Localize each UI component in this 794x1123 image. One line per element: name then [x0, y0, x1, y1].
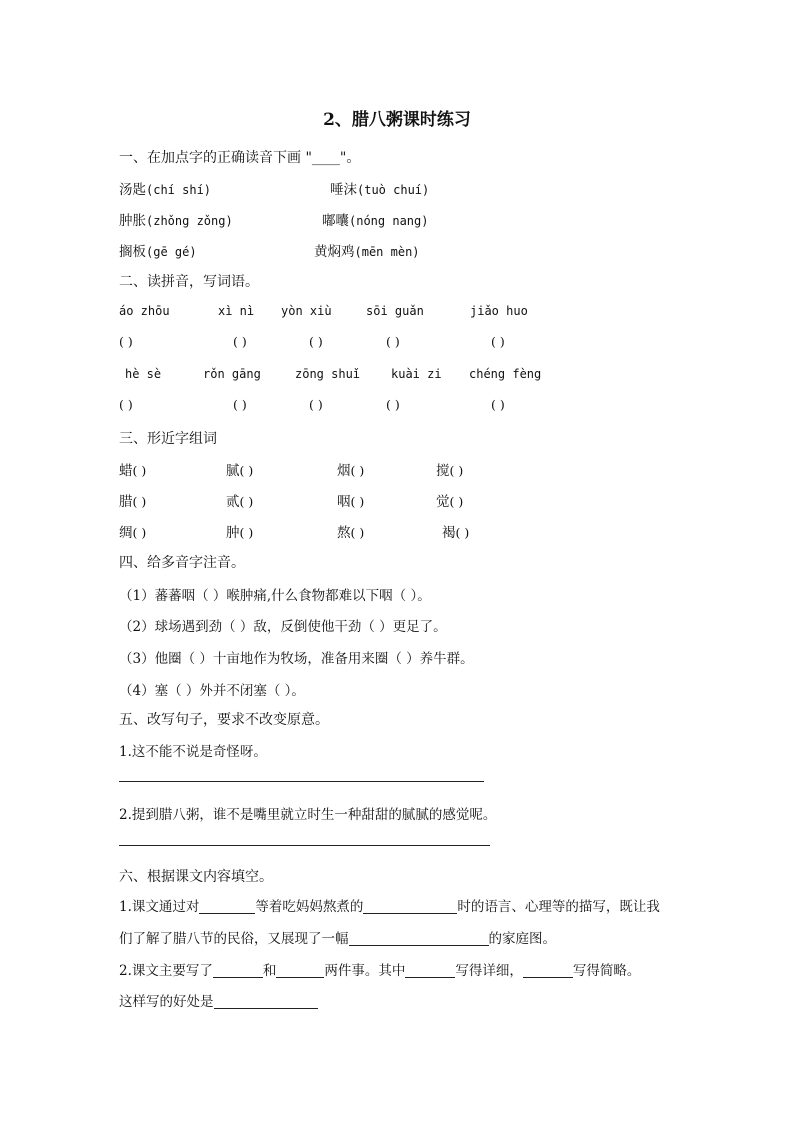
section-1-heading: 一、在加点字的正确读音下画 "____"。 — [119, 150, 361, 166]
s6-question-1-line-2: 们了解了腊八节的民俗，又展现了一幅 的家庭图。 — [119, 931, 556, 947]
s6-blank-5[interactable] — [276, 963, 324, 978]
s3-cell-1-4: 搅( ) — [436, 463, 464, 479]
s2-answer-6[interactable]: ( ) — [119, 397, 133, 412]
s3-cell-3-1: 绸( ) — [119, 525, 147, 541]
s3-cell-3-2: 肿( ) — [226, 525, 254, 541]
s1-item-6: 黄焖鸡(mēn mèn) — [314, 244, 420, 260]
s2-pinyin-1: áo zhōu — [119, 304, 170, 318]
s1-item-1: 汤匙(chí shí) — [119, 182, 212, 198]
s4-line-1: （1）蕃蕃咽（ ）喉肿痛,什么食物都难以下咽（ ）。 — [119, 588, 431, 604]
s6-blank-8[interactable] — [214, 994, 318, 1009]
s2-answer-7[interactable]: ( ) — [233, 397, 247, 412]
s2-answer-1[interactable]: ( ) — [119, 334, 133, 349]
s3-cell-1-2: 腻( ) — [226, 463, 254, 479]
page-title: 2、腊八粥课时练习 — [323, 110, 471, 130]
s2-answer-8[interactable]: ( ) — [309, 397, 323, 412]
s2-answer-2[interactable]: ( ) — [233, 334, 247, 349]
s2-pinyin-5: jiǎo huo — [470, 304, 528, 318]
s6-blank-6[interactable] — [405, 963, 455, 978]
s3-cell-2-4: 觉( ) — [436, 494, 464, 510]
s2-answer-4[interactable]: ( ) — [386, 334, 400, 349]
s2-pinyin-3: yòn xiù — [281, 304, 332, 318]
section-5-heading: 五、改写句子，要求不改变原意。 — [119, 712, 329, 728]
section-2-heading: 二、读拼音，写词语。 — [119, 274, 259, 290]
s3-cell-2-3: 咽( ) — [337, 494, 365, 510]
s6-question-2-line-2: 这样写的好处是 — [119, 990, 318, 1010]
s1-item-5: 搁板(gē gé) — [119, 244, 197, 260]
s5-answer-line-2[interactable] — [119, 845, 490, 846]
s4-line-4: （4）塞（ ）外并不闭塞（ ）。 — [119, 683, 305, 699]
s2-answer-9[interactable]: ( ) — [386, 397, 400, 412]
s1-item-3: 肿胀(zhǒng zǒng) — [119, 213, 233, 229]
s5-question-1: 1.这不能不说是奇怪呀。 — [119, 744, 267, 760]
s2-pinyin-2: xì nì — [218, 304, 255, 318]
s3-cell-2-1: 腊( ) — [119, 494, 147, 510]
s2-answer-5[interactable]: ( ) — [491, 334, 505, 349]
s6-question-2-line-1: 2.课文主要写了 和 两件事。其中 写得详细， 写得简略。 — [119, 963, 641, 979]
s6-blank-4[interactable] — [213, 963, 263, 978]
s2-pinyin-4: sōi guǎn — [366, 304, 424, 318]
s3-cell-2-2: 贰( ) — [226, 494, 254, 510]
s6-blank-2[interactable] — [363, 899, 457, 914]
s3-cell-3-3: 熬( ) — [337, 525, 365, 541]
s2-pinyin-8: zōng shuǐ — [295, 367, 361, 381]
s2-pinyin-6: hè sè — [125, 367, 162, 381]
s6-blank-1[interactable] — [199, 899, 255, 914]
s3-cell-3-4: 褐( ) — [442, 525, 470, 541]
s6-blank-7[interactable] — [523, 963, 573, 978]
s2-pinyin-10: chéng fèng — [469, 367, 542, 381]
s4-line-2: （2）球场遇到劲（ ）敌，反倒使他干劲（ ）更足了。 — [119, 619, 447, 635]
s2-pinyin-9: kuài zi — [391, 367, 442, 381]
s6-blank-3[interactable] — [349, 931, 489, 946]
s1-item-4: 嘟囔(nóng nang) — [322, 213, 429, 229]
s2-answer-10[interactable]: ( ) — [491, 397, 505, 412]
section-4-heading: 四、给多音字注音。 — [119, 555, 245, 571]
s6-question-1-line-1: 1.课文通过对 等着吃妈妈熬煮的 时的语言、心理等的描写，既让我 — [119, 899, 660, 915]
s3-cell-1-3: 烟( ) — [337, 463, 365, 479]
s2-pinyin-7: rǒn gāng — [203, 367, 261, 381]
section-3-heading: 三、形近字组词 — [119, 431, 217, 447]
s4-line-3: （3）他圈（ ）十亩地作为牧场，准备用来圈（ ）养牛群。 — [119, 651, 474, 667]
s3-cell-1-1: 蜡( ) — [119, 463, 147, 479]
s1-item-2: 唾沫(tuò chuí) — [330, 182, 430, 198]
section-6-heading: 六、根据课文内容填空。 — [119, 869, 273, 885]
s5-question-2: 2.提到腊八粥，谁不是嘴里就立时生一种甜甜的腻腻的感觉呢。 — [119, 807, 497, 823]
s5-answer-line-1[interactable] — [119, 781, 484, 782]
s2-answer-3[interactable]: ( ) — [309, 334, 323, 349]
